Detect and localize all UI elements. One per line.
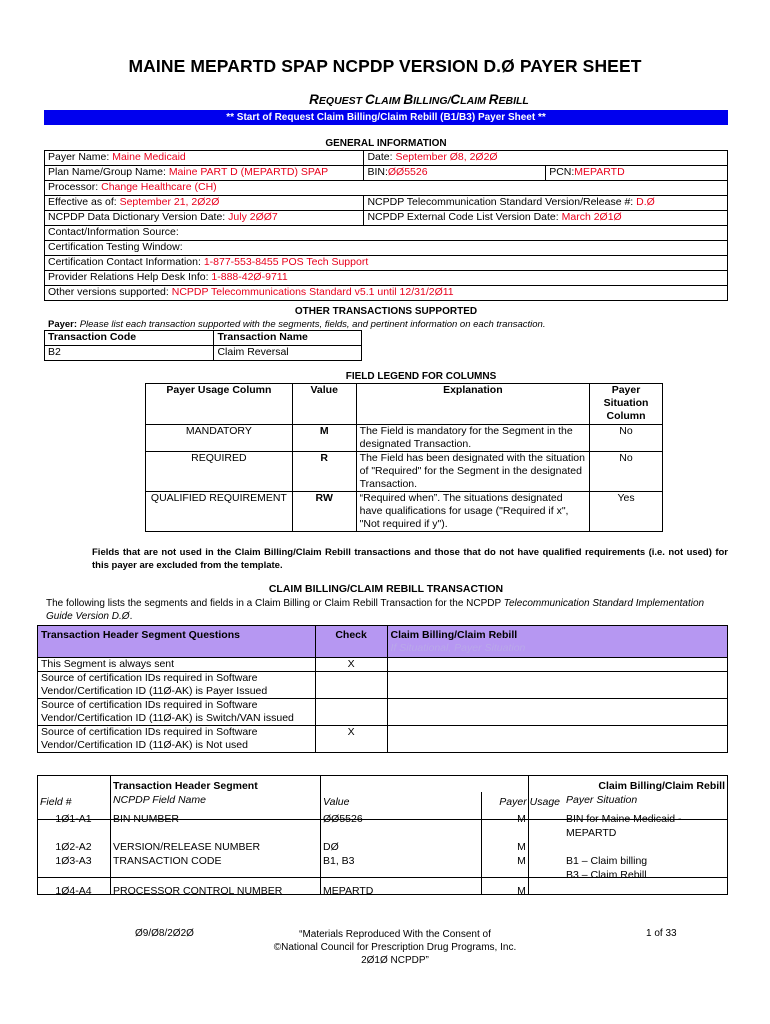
- field-name: BIN NUMBER: [113, 813, 179, 825]
- segment-title: Transaction Header Segment: [113, 780, 258, 792]
- subtitle-part: R: [488, 92, 499, 107]
- effective-cell: [45, 196, 364, 211]
- plan-value: Maine PART D (MEPARTD) SPAP: [168, 166, 329, 178]
- field-usage: M: [517, 855, 526, 867]
- legend-value: M: [292, 425, 356, 452]
- intro-end: .: [129, 611, 133, 622]
- subtitle-part: LAIM: [374, 95, 404, 107]
- col-claim-billing: [387, 626, 727, 658]
- blank: [37, 779, 110, 793]
- footer-line: ©National Council for Prescription Drug Programs, Inc.: [273, 942, 517, 953]
- legend-usage: QUALIFIED REQUIREMENT: [146, 492, 293, 532]
- col-payer-situation: Payer Situation: [566, 794, 638, 806]
- subtitle-part: C: [365, 92, 375, 107]
- label: Other versions supported:: [48, 286, 172, 298]
- cert-window-cell: Certification Testing Window:: [45, 241, 728, 256]
- field-number: 1Ø3-A3: [55, 855, 92, 867]
- question-situation: [387, 672, 727, 699]
- header-fields-table: [37, 779, 728, 898]
- legend-situation: No: [590, 425, 663, 452]
- date-cell: [364, 151, 728, 166]
- col-value: Value: [292, 384, 356, 425]
- bin-cell: [364, 166, 546, 181]
- field-value: ØØ5526: [323, 813, 363, 825]
- standard-cell: [364, 196, 728, 211]
- row-divider: [37, 819, 728, 820]
- subtitle-part: EBILL: [498, 95, 529, 107]
- field-name: TRANSACTION CODE: [113, 855, 222, 867]
- page-title: MAINE MEPARTD SPAP NCPDP VERSION D.Ø PAYER SHEET: [128, 56, 642, 76]
- legend-explanation: The Field is mandatory for the Segment in the designated Transaction.: [356, 425, 589, 452]
- label: Plan Name/Group Name:: [48, 166, 169, 178]
- dictionary-cell: [45, 211, 364, 226]
- label: NCPDP Telecommunication Standard Version/Release #:: [367, 196, 637, 208]
- legend-situation: Yes: [590, 492, 663, 532]
- label: Date:: [367, 151, 396, 163]
- standard-value: D.Ø: [636, 196, 655, 208]
- external-code-value: March 2Ø1Ø: [561, 211, 622, 223]
- claim-billing-title: Claim Billing/Claim Rebill: [390, 629, 518, 641]
- col-transaction-name: Transaction Name: [214, 331, 362, 346]
- intro-text: The following lists the segments and fields in a Claim Billing or Claim Rebill Transaction for the NCPDP: [46, 598, 504, 609]
- plan-cell: [45, 166, 364, 181]
- field-legend-table: [145, 383, 663, 532]
- other-transactions-note: [48, 319, 545, 330]
- blank: [480, 779, 563, 793]
- col-divider: [481, 792, 482, 895]
- col-check: Check: [315, 626, 387, 658]
- blank: [320, 779, 480, 793]
- label: Certification Contact Information:: [48, 256, 204, 268]
- processor-cell: [45, 181, 728, 196]
- other-versions-cell: [45, 286, 728, 301]
- field-situation: [563, 840, 728, 854]
- subtitle-part: B: [403, 92, 414, 107]
- page-subtitle: [0, 92, 770, 107]
- cert-contact-value: 1-877-553-8455 POS Tech Support: [203, 256, 369, 268]
- subtitle-part: LAIM: [460, 95, 489, 107]
- question-check: [315, 699, 387, 726]
- cert-contact-cell: [45, 256, 728, 271]
- question-check: X: [315, 726, 387, 753]
- label: NCPDP Data Dictionary Version Date:: [48, 211, 229, 223]
- label: Payer:: [48, 319, 78, 330]
- subtitle-part: ILLING/: [413, 95, 451, 107]
- start-banner: ** Start of Request Claim Billing/Claim Rebill (B1/B3) Payer Sheet **: [44, 110, 728, 125]
- col-explanation: Explanation: [356, 384, 589, 425]
- provider-cell: [45, 271, 728, 286]
- bin-value: ØØ5526: [387, 166, 428, 178]
- question-check: [315, 672, 387, 699]
- legend-usage: MANDATORY: [146, 425, 293, 452]
- col-questions: Transaction Header Segment Questions: [38, 626, 316, 658]
- processor-value: Change Healthcare (CH): [101, 181, 217, 193]
- other-versions-value: NCPDP Telecommunications Standard v5.1 until 12/31/2Ø11: [171, 286, 454, 298]
- question-situation: [387, 726, 727, 753]
- label: Effective as of:: [48, 196, 120, 208]
- intro-guide: Telecommunication Standard Implementation Guide Version D.Ø: [46, 598, 705, 622]
- claim-billing-sub: If Situational, Payer Situation: [390, 642, 526, 654]
- label: PCN:: [549, 166, 575, 178]
- excluded-fields-note: Fields that are not used in the Claim Billing/Claim Rebill transactions and those that do not have qualified requirements (i.e. not used) for this payer are excluded from the template.: [92, 547, 728, 571]
- subtitle-part: C: [450, 92, 461, 107]
- transaction-code: B2: [45, 346, 214, 361]
- question-text: Source of certification IDs required in Software Vendor/Certification ID (11Ø-AK) is Not used: [38, 726, 316, 753]
- legend-situation: No: [590, 452, 663, 492]
- question-situation: [387, 658, 727, 672]
- legend-heading: FIELD LEGEND FOR COLUMNS: [345, 371, 497, 382]
- field-value: DØ: [323, 841, 339, 853]
- other-transactions-heading: OTHER TRANSACTIONS SUPPORTED: [294, 306, 478, 317]
- legend-value: RW: [292, 492, 356, 532]
- note-text: Please list each transaction supported with the segments, fields, and pertinent information on each transaction.: [79, 319, 546, 330]
- other-transactions-table: [44, 330, 362, 361]
- field-name: VERSION/RELEASE NUMBER: [113, 841, 261, 853]
- col-transaction-code: Transaction Code: [45, 331, 214, 346]
- row-divider: [37, 877, 728, 878]
- claim-intro: [46, 597, 730, 623]
- date-value: September Ø8, 2Ø2Ø: [395, 151, 498, 163]
- provider-value: 1-888-42Ø-9711: [211, 271, 288, 283]
- payer-name-cell: [45, 151, 364, 166]
- effective-value: September 21, 2Ø2Ø: [119, 196, 220, 208]
- field-name: PROCESSOR CONTROL NUMBER: [113, 885, 283, 897]
- claim-title: Claim Billing/Claim Rebill: [598, 780, 725, 792]
- question-check: X: [315, 658, 387, 672]
- question-text: This Segment is always sent: [38, 658, 316, 672]
- pcn-value: MEPARTD: [574, 166, 625, 178]
- col-payer-usage: Payer Usage: [499, 796, 560, 808]
- label: Processor:: [48, 181, 102, 193]
- legend-usage: REQUIRED: [146, 452, 293, 492]
- field-value: B1, B3: [323, 855, 355, 867]
- field-value: MEPARTD: [323, 885, 374, 897]
- field-situation: [563, 882, 728, 898]
- field-usage: M: [517, 885, 526, 897]
- question-situation: [387, 699, 727, 726]
- field-usage: M: [517, 841, 526, 853]
- col-field-number: Field #: [40, 796, 72, 808]
- pcn-cell: [546, 166, 728, 181]
- claim-transaction-heading: CLAIM BILLING/CLAIM REBILL TRANSACTION: [268, 583, 504, 595]
- situation-line: B1 – Claim billing: [566, 855, 648, 867]
- legend-explanation: “Required when”. The situations designated have qualifications for usage ("Required if x", "Not required if y").: [356, 492, 589, 532]
- legend-value: R: [292, 452, 356, 492]
- label: NCPDP External Code List Version Date:: [367, 211, 562, 223]
- situation-line: B3 – Claim Rebill: [566, 869, 647, 881]
- row-divider: [37, 894, 728, 895]
- col-value: Value: [323, 796, 350, 808]
- contact-cell: Contact/Information Source:: [45, 226, 728, 241]
- payer-name: Maine Medicaid: [112, 151, 186, 163]
- field-usage: M: [517, 813, 526, 825]
- transaction-name: Claim Reversal: [214, 346, 362, 361]
- field-number: 1Ø4-A4: [55, 885, 92, 897]
- footer-date: Ø9/Ø8/2Ø2Ø: [135, 928, 194, 939]
- label: BIN:: [367, 166, 388, 178]
- question-text: Source of certification IDs required in Software Vendor/Certification ID (11Ø-AK) is Payer Issued: [38, 672, 316, 699]
- field-situation: BIN for Maine Medicaid - MEPARTD: [566, 813, 682, 839]
- subtitle-part: R: [309, 92, 319, 107]
- legend-explanation: The Field has been designated with the situation of "Required" for the Segment in the designated Transaction.: [356, 452, 589, 492]
- segment-questions-table: [37, 625, 728, 753]
- field-number: 1Ø2-A2: [55, 841, 92, 853]
- footer-line: “Materials Reproduced With the Consent of: [299, 929, 491, 940]
- general-heading: GENERAL INFORMATION: [325, 138, 447, 149]
- col-field-name: NCPDP Field Name: [113, 794, 206, 806]
- field-number: 1Ø1-A1: [55, 813, 92, 825]
- label: Provider Relations Help Desk Info:: [48, 271, 212, 283]
- footer-line: 2Ø1Ø NCPDP”: [361, 955, 429, 966]
- external-code-cell: [364, 211, 728, 226]
- label: Payer Name:: [48, 151, 113, 163]
- dictionary-value: July 2ØØ7: [228, 211, 278, 223]
- question-text: Source of certification IDs required in Software Vendor/Certification ID (11Ø-AK) is Switch/VAN issued: [38, 699, 316, 726]
- col-payer-usage: Payer Usage Column: [146, 384, 293, 425]
- footer-copyright: [230, 928, 560, 967]
- page-number: 1 of 33: [646, 928, 677, 939]
- subtitle-part: EQUEST: [318, 95, 365, 107]
- col-payer-situation: Payer Situation Column: [590, 384, 663, 425]
- field-table-top-rule: [37, 775, 728, 776]
- general-info-table: [44, 150, 728, 301]
